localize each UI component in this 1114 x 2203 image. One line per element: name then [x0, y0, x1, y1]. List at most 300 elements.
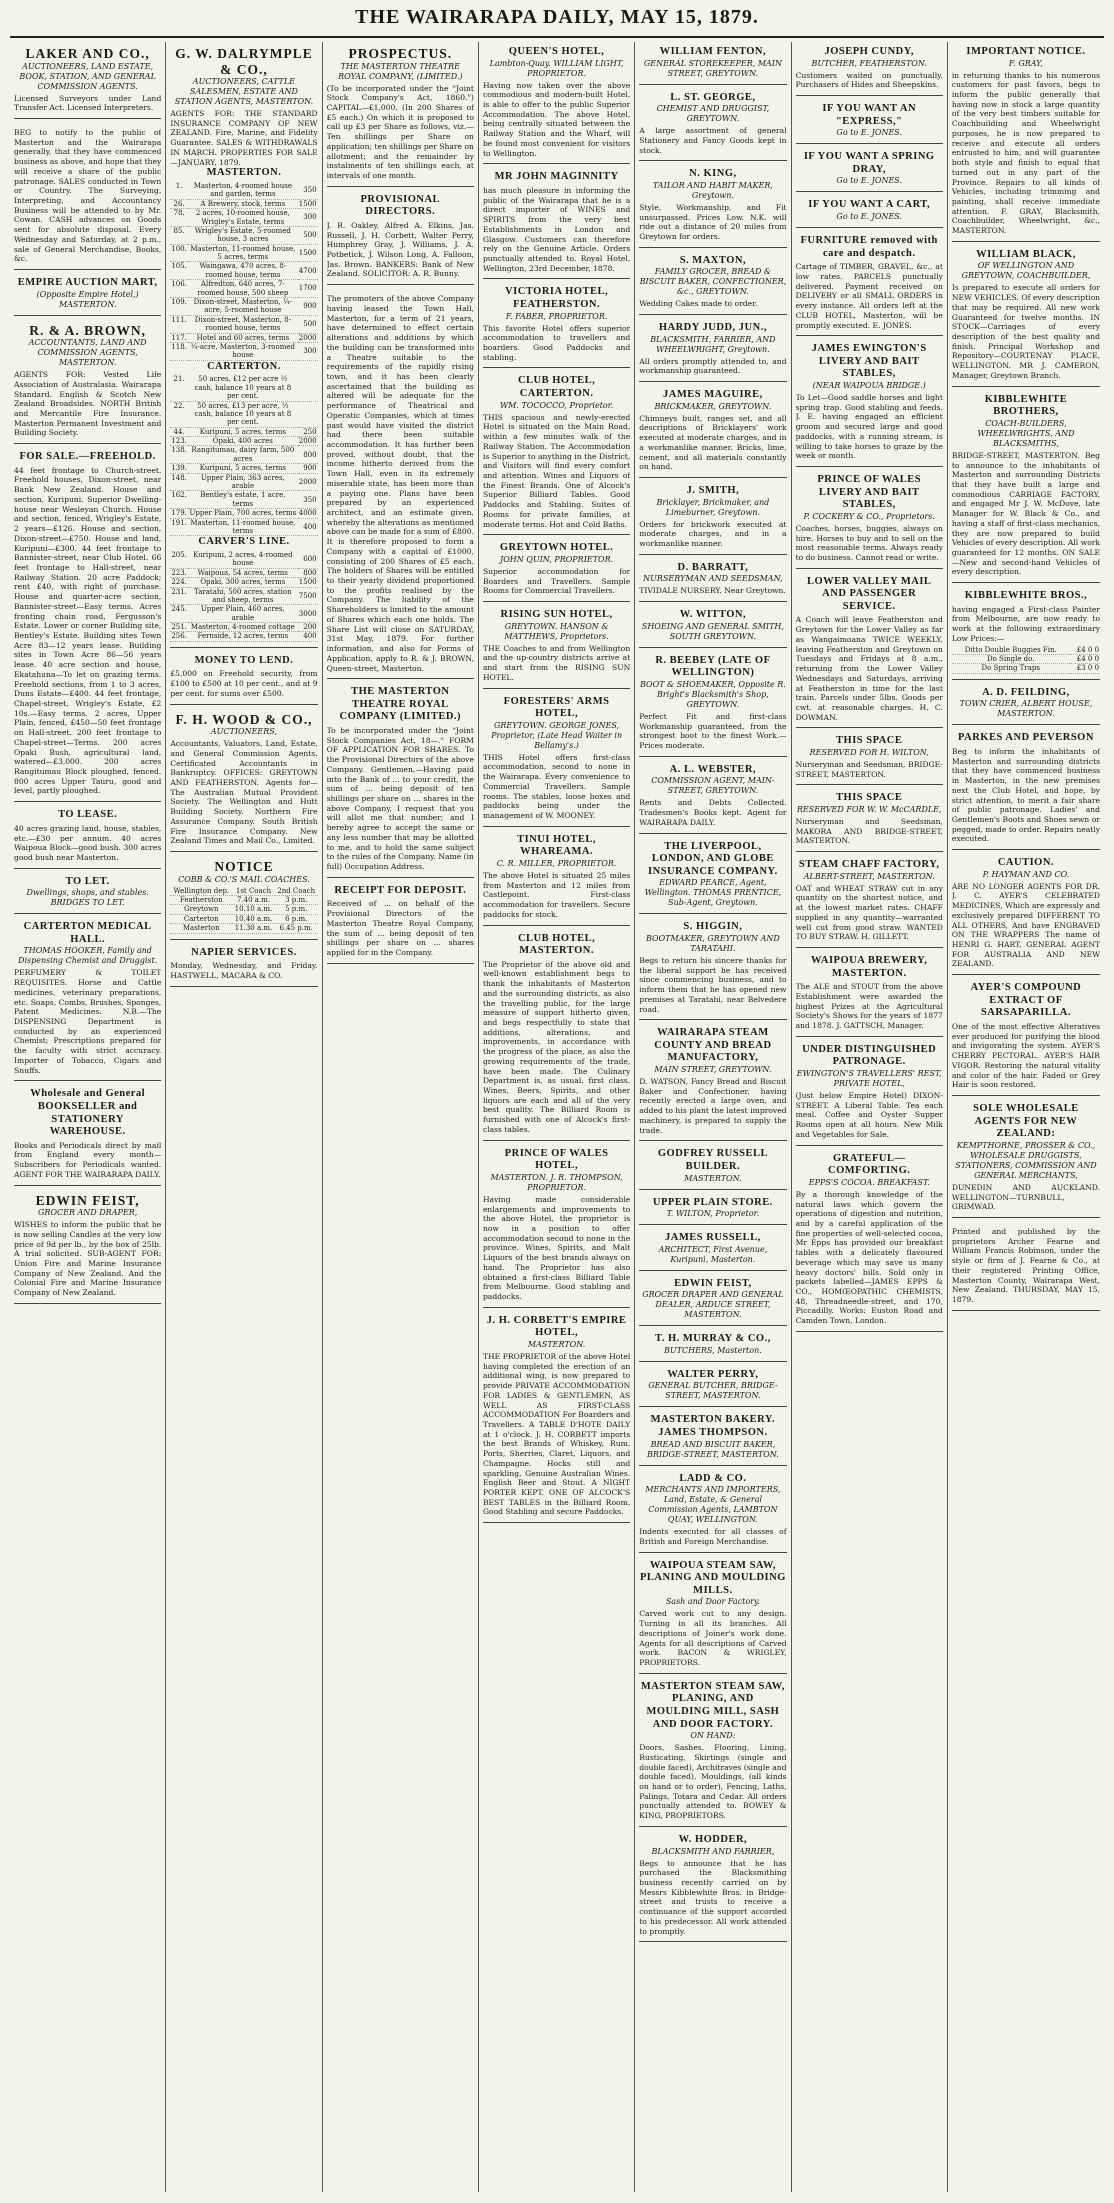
- ad-title: SOLE WHOLESALE AGENTS FOR NEW ZEALAND:: [973, 1103, 1079, 1140]
- ad-body: THIS spacious and newly-erected Hotel is situated on the Main Road, within a few minutes walk of the Railway Station. The Accommodation is Superior to anything in the District, and Visitors will find every comfort and attention. Wines and Liquors of the Finest Brands. One of Alcock's Superior Billiard Tables. Good Paddocks and Stabling. Suites of Rooms for private families, at moderate terms. Hot and Cold Baths.: [482, 412, 631, 529]
- table-cell: 22.: [170, 401, 188, 427]
- ad-body: has much pleasure in informing the public of the Wairarapa that he is a direct importer of WINES and SPIRITS from the very best Establishments in London and Glasgow. Customers can therefore rely on the Genuine Article. Orders punctually attended to. Royal Hotel, Wellington, 23rd December, 1878.: [482, 185, 631, 273]
- table-cell: 900: [298, 298, 318, 316]
- ad-body: OAT and WHEAT STRAW cut in any quantity on the shortest notice, and at the lowest market rates. CHAFF supplied in any quantity—warranted well cut from good straw. WANTED TO BUY STRAW. H. GILLETT.: [795, 883, 943, 942]
- advertisement: [483, 830, 630, 926]
- ad-subtitle: (NEAR WAIPOUA BRIDGE.): [812, 381, 926, 390]
- ad-title: PARKES AND PEVERSON: [958, 732, 1094, 744]
- ad-body: Wedding Cakes made to order.: [639, 299, 758, 309]
- ad-subtitle: ALBERT-STREET, MASTERTON.: [803, 871, 935, 881]
- column-6: [792, 42, 948, 2192]
- table-row: [170, 401, 317, 427]
- ad-subtitle: FAMILY GROCER, BREAD & BISCUIT BAKER, CONFECTIONER, &c., GREYTOWN.: [639, 267, 787, 297]
- ad-subtitle: GREYTOWN. HANSON & MATTHEWS, Proprietors.: [504, 621, 609, 641]
- ad-subtitle: COBB & CO.'S MAIL COACHES.: [178, 874, 310, 884]
- ad-title: S. HIGGIN,: [683, 921, 743, 933]
- table-cell: Kuripuni, 5 acres, terms: [188, 427, 298, 436]
- table-row: [170, 587, 317, 605]
- section-heading: CARVER'S LINE.: [198, 536, 290, 548]
- column-3: [323, 42, 479, 2192]
- table-cell: 3 p.m.: [275, 895, 318, 904]
- ad-body: ARE NO LONGER AGENTS FOR DR. J. C. AYER'S CELEBRATED MEDICINES, Which are expressly and exclusively prepared DIFFERENT TO ALL OTHERS, And have ENGRAVED ON THE WRAPPERS The name of HENRI G. HART, GENERAL AGENT FOR AUSTRALIA AND NEW ZEALAND.: [951, 881, 1101, 969]
- table-row: [170, 342, 317, 360]
- ad-subtitle: MERCHANTS AND IMPORTERS, Land, Estate, & General Commission Agents, LAMBTON QUAY, WELLINGTON.: [645, 1485, 781, 1525]
- advertisement: [639, 1274, 786, 1327]
- advertisement: [796, 99, 943, 144]
- table-cell: 111.: [170, 315, 188, 333]
- ad-body: Nurseryman and Seedsman, BRIDGE-STREET, MASTERTON.: [795, 759, 943, 779]
- table-cell: 6.45 p.m.: [275, 924, 318, 933]
- ad-cobb-coaches: [170, 855, 317, 939]
- table-cell: Waipoua, 54 acres, terms: [188, 568, 298, 577]
- table-cell: 148.: [170, 473, 188, 491]
- table-cell: Alfredton, 640 acres, 7-roomed house, 500 sheep: [188, 280, 298, 298]
- table-row: [170, 437, 317, 446]
- ad-subtitle: AUCTIONEERS,: [210, 727, 278, 737]
- ad-subtitle: P. COCKERY & CO., Proprietors.: [803, 511, 935, 521]
- property-table: [170, 551, 317, 642]
- ad-subtitle: T. WILTON, Proprietor.: [666, 1209, 760, 1219]
- ad-body: A large assortment of general Stationery and Fancy Goods kept in stock.: [639, 126, 787, 155]
- ad-directors: [327, 190, 474, 286]
- table-cell: 1500: [298, 244, 318, 262]
- table-cell: [298, 375, 318, 401]
- ad-subtitle: MASTERTON. J. R. THOMPSON, PROPRIETOR.: [490, 1172, 623, 1192]
- table-row: [170, 509, 317, 518]
- ad-title: FOR SALE.—FREEHOLD.: [19, 451, 156, 463]
- ad-title: JOSEPH CUNDY,: [824, 46, 914, 57]
- ad-subtitle: ON HAND:: [690, 1731, 736, 1741]
- table-cell: 200: [298, 623, 318, 632]
- advertisement: [639, 1556, 786, 1674]
- ad-title: CLUB HOTEL, CARTERTON.: [517, 375, 596, 400]
- ad-title: NOTICE: [214, 859, 274, 875]
- table-cell: 7500: [298, 587, 318, 605]
- ad-subtitle: BUTCHERS, Masterton.: [664, 1345, 762, 1355]
- ad-subtitle: THOMAS HOOKER, Family and Dispensing Chemist and Druggist.: [18, 946, 158, 966]
- advertisement: [483, 605, 630, 688]
- ad-title: HARDY JUDD, JUN.,: [658, 322, 767, 334]
- table-cell: 800: [298, 446, 318, 464]
- ad-subtitle: BREAD AND BISCUIT BAKER, BRIDGE-STREET, MASTERTON.: [647, 1439, 779, 1459]
- ad-body: The Proprietor of the above old and well-known establishment begs to thank the inhabitants of Masterton and the surrounding districts, as also the travelling public, for the large measure of support hitherto given, and begs respectfully to state that additions, alterations, and improvements, in accordance with the progress of the place, as also the growing requirements of the trade, have been made. The Culinary Department is, as usual, first class. Wines, Beers, Spirits, and other liquors are each and all of the very best quality. The Billiard Room is furnished with one of Alcock's first-class tables.: [482, 959, 631, 1134]
- table-cell: 2000: [298, 437, 317, 446]
- ad-subtitle: Dwellings, shops, and stables. BRIDGES TO LET.: [26, 888, 149, 908]
- advertisement: [483, 371, 630, 535]
- ad-body: Books and Periodicals direct by mail from England every month—Subscribers for Periodicals wanted. AGENT FOR THE WAIRARAPA DAILY.: [14, 1140, 162, 1179]
- advertisement: [483, 538, 630, 602]
- advertisement: [796, 951, 943, 1037]
- ad-body: PERFUMERY & TOILET REQUISITES. Horse and Cattle medicines, veterinary preparations, etc. Soaps, Combs, Brushes, Sponges, Patent Medicines. N.B.—The DISPENSING Department is conducted by an experienced Chemist; Prescriptions prepared for the faculty with strict accuracy. Importer of Tobacco, Cigars and Snuffs.: [14, 968, 162, 1075]
- table-row: [170, 623, 317, 632]
- table-cell: ¼-acre, Masterton, 3-roomed house: [188, 342, 298, 360]
- advertisement: [639, 88, 786, 162]
- ad-title: IMPORTANT NOTICE.: [966, 46, 1086, 57]
- ad-title: MASTERTON STEAM SAW, PLANING, AND MOULDING MILL, SASH AND DOOR FACTORY.: [640, 1680, 785, 1730]
- table-row: [170, 446, 317, 464]
- table-row: [170, 226, 317, 244]
- ad-title: JAMES EWINGTON'S LIVERY AND BAIT STABLES,: [811, 343, 927, 380]
- table-cell: 224.: [171, 578, 187, 587]
- ad-body: BRIDGE-STREET, MASTERTON. Beg to announce to the inhabitants of Masterton and surrounding Districts that they have built a large and commodious CARRIAGE FACTORY, and engaged Mr J. W. McDove, late Manager for W. Black & Co., and having a staff of first-class mechanics, they are now prepared to build Vehicles of every description. All work guaranteed for 12 months. ON SALE—New and second-hand Vehicles of every description.: [951, 450, 1101, 577]
- table-cell: Masterton, 11-roomed house, terms: [188, 518, 298, 536]
- advertisement: [639, 42, 786, 85]
- table-row: [952, 654, 1100, 663]
- ad-subtitle: RESERVED FOR W. W. McCARDLE,: [796, 805, 942, 814]
- table-row: [170, 887, 317, 896]
- ad-body: TIVIDALE NURSERY, Near Greytown.: [639, 586, 786, 596]
- ad-body: 44 feet frontage to Church-street. Freehold houses, Dixon-street, near Bank New Zealand. House and section, Kuripuni. Superior Dwelling-house near Wesleyan Church. House and section, fenced, Wrigley's Estate, 2 years—£126. House and section, Dixon-street—£750. House and land, Kuripuni—£300. 44 feet frontage to Bannister-street, near Club Hotel. 66 feet frontage to Hall-street, near Railway Station. 20 acre Paddock; rent £40, with right of purchase. House and quarter-acre section, Bannister-street—Easy terms. Acres fronting chain road, Fergusson's Estate. Lower or corner Building site, Bentley's Estate. Building sites Town Acre 83—12 years lease. Building sites in Town Acre 86—56 years lease. 40 acre section and house, Ekatahuna—To let on grazing terms. Freehold sections, from 1 to 3 acres, Duns Estate—£400. 44 feet frontage, Chapel-street, Wrigley's Estate, £2 10s.—Easy terms. 2 acres, Upper Plain, fenced, £450—50 feet frontage on Hall-street. 200 feet frontage to Chapel-street—Terms. 200 acres Opaki Bush, agricultural land, watered—£3,000. 200 acres Rangitumau Block ploughed, fenced. 800 acres Upper Tauru, good and level, partly ploughed.: [14, 465, 162, 796]
- advertisement: [483, 167, 630, 279]
- ad-title: LADD & CO.: [679, 1472, 747, 1484]
- table-cell: 250: [298, 427, 318, 436]
- table-row: [952, 646, 1100, 655]
- ad-subtitle: Go to E. JONES.: [836, 176, 903, 186]
- ad-title: UNDER DISTINGUISHED PATRONAGE.: [802, 1043, 937, 1068]
- ad-body: Cartage of TIMBER, GRAVEL, &c., at low rates. PARCELS punctually delivered. Payment received on DELIVERY or all SMALL ORDERS in every instance. All orders left at the CLUB HOTEL, Masterton, will be promptly executed. E. JONES.: [795, 262, 943, 330]
- table-row: [170, 427, 317, 436]
- ad-subtitle: BLACKSMITH, FARRIER, AND WHEELWRIGHT, Greytown.: [650, 334, 776, 354]
- advertisement: [483, 282, 630, 368]
- table-cell: Ditto Double Buggies Fin.: [952, 646, 1070, 655]
- ad-subtitle: GROCER DRAPER AND GENERAL DEALER, ARDUCE STREET, MASTERTON.: [642, 1290, 784, 1320]
- advertisement: [483, 1311, 630, 1523]
- ad-title: FURNITURE removed with care and despatch.: [800, 235, 938, 259]
- ad-title: PRINCE OF WALES LIVERY AND BAIT STABLES,: [817, 474, 922, 511]
- ad-body: Rents and Debts Collected. Tradesmen's Books kept. Agent for WAIRARAPA DAILY.: [639, 798, 787, 827]
- ad-subtitle: AUCTIONEERS, CATTLE SALESMEN, ESTATE AND STATION AGENTS, MASTERTON.: [174, 77, 314, 107]
- ad-title: UPPER PLAIN STORE.: [652, 1196, 773, 1208]
- table-cell: 3000: [298, 605, 318, 623]
- ad-title: WAIPOUA BREWERY, MASTERTON.: [811, 955, 928, 979]
- ad-body: One of the most effective Alteratives ever produced for purifying the blood and invigorating the system. AYER'S CHERRY PECTORAL. AYER'S HAIR VIGOR. Restoring the natural vitality and color of the hair. Faded or Grey Hair is soon restored.: [951, 1021, 1101, 1090]
- ad-subtitle: GENERAL STOREKEEPER, MAIN STREET, GREYTOWN.: [643, 58, 782, 78]
- ad-subtitle: Sash and Door Factory.: [665, 1597, 760, 1607]
- table-row: [170, 905, 317, 914]
- table-cell: 117.: [171, 333, 187, 342]
- table-cell: 256.: [171, 632, 187, 641]
- table-cell: Waingawa, 470 acres, 8-roomed house, terms: [188, 262, 298, 280]
- table-row: [170, 209, 317, 227]
- ad-prospectus: [327, 42, 474, 187]
- advertisement: [796, 1149, 943, 1332]
- advertisement: [639, 1193, 786, 1226]
- ad-body: Superior accommodation for Boarders and Travellers. Sample Rooms for Commercial Travellers.: [482, 566, 631, 596]
- ad-body: THE Coaches to and from Wellington and the up-country districts arrive at and start from the RISING SUN HOTEL.: [482, 643, 631, 682]
- ad-subtitle: COACH-BUILDERS, WHEELWRIGHTS, AND BLACKSMITHS,: [977, 418, 1075, 448]
- ad-body: All orders promptly attended to, and workmanship guaranteed.: [639, 356, 787, 376]
- ad-bookseller: [14, 1084, 161, 1185]
- masthead: [10, 6, 1104, 38]
- table-cell: 138.: [170, 446, 188, 464]
- advertisement: [952, 683, 1100, 726]
- table-cell: 2 acres, 10-roomed house, Wrigley's Estate, terms: [188, 209, 298, 227]
- advertisement: [952, 1099, 1100, 1218]
- ad-subtitle: KEMPTHORNE, PROSSER & CO., WHOLESALE DRUGGISTS, STATIONERS, COMMISSION AND GENERAL MERCHANTS,: [955, 1140, 1097, 1180]
- ad-title: IF YOU WANT AN "EXPRESS,": [822, 103, 917, 127]
- ad-body: The above Hotel is situated 25 miles from Masterton and 12 miles from Castlepoint. First-class accommodation for travellers. Secure paddocks for stock.: [482, 870, 631, 919]
- table-cell: 500: [298, 226, 318, 244]
- ad-title: CAUTION.: [997, 857, 1055, 869]
- ad-title: KIBBLEWHITE BROS.,: [964, 590, 1088, 602]
- advertisement: [796, 195, 943, 228]
- advertisement: [639, 164, 786, 247]
- advertisement: [639, 1410, 786, 1465]
- advertisement: [639, 760, 786, 834]
- table-cell: Masterton, 4-roomed cottage: [188, 623, 298, 632]
- table-cell: 400: [298, 518, 318, 536]
- table-row: [170, 244, 317, 262]
- advertisement: [639, 1469, 786, 1553]
- ad-subtitle: COMMISSION AGENT, MAIN-STREET, GREYTOWN.: [651, 776, 775, 796]
- advertisement: [952, 853, 1100, 975]
- advertisement: [796, 339, 943, 467]
- table-cell: Bentley's estate, 1 acre, terms: [188, 491, 298, 509]
- ad-title: THIS SPACE: [836, 735, 903, 747]
- table-cell: 44.: [170, 427, 188, 436]
- ad-title: QUEEN'S HOTEL,: [508, 46, 605, 57]
- ad-body: To Let—Good saddle horses and light spring trap. Good stabling and feeds. J. E. having engaged an efficient groom and secured large and good paddocks, with a running stream, is willing to take horses to graze by the week or month.: [795, 393, 943, 461]
- table-row: [170, 568, 317, 577]
- ad-title: R. & A. BROWN,: [29, 322, 147, 338]
- ad-subtitle: GREYTOWN. GEORGE JONES, Proprietor, (Late Head Waiter in Bellamy's.): [491, 720, 623, 750]
- ad-dalrymple: [170, 42, 317, 648]
- ad-subtitle: BOOTMAKER, GREYTOWN AND TARATAHI.: [646, 933, 780, 953]
- table-cell: 85.: [170, 226, 188, 244]
- ad-body: Begs to announce that he has purchased the Blacksmithing business recently carried on by Messrs Kibblewhite Bros. in Bridge-street and trusts to receive a continuance of the support accorded to his predecessor. All work attended to promptly.: [639, 1858, 787, 1936]
- ad-title: RISING SUN HOTEL,: [500, 609, 613, 621]
- table-cell: 251.: [171, 623, 187, 632]
- table-row: [170, 464, 317, 473]
- advertisement: [639, 1023, 786, 1141]
- table-cell: 179.: [171, 509, 187, 518]
- table-cell: 1st Coach: [232, 887, 275, 896]
- table-cell: 300: [298, 342, 318, 360]
- table-row: [170, 518, 317, 536]
- ad-body: By a thorough knowledge of the natural laws which govern the operations of digestion and nutrition, and by a careful application of the fine properties of well-selected cocoa, Mr Epps has provided our breakfast tables with a delicately flavoured beverage which may save us many heavy doctors' bills. Sold only in packets labelled—JAMES EPPS & CO., HOMŒOPATHIC CHEMISTS, 48, Threadneedle-street, and 170, Piccadilly. Works: Euston Road and Camden Town, London.: [795, 1189, 943, 1326]
- ad-subtitle: OF WELLINGTON AND GREYTOWN, COACHBUILDER,: [961, 261, 1091, 281]
- advertisement: [796, 231, 943, 336]
- table-row: [170, 632, 317, 641]
- table-cell: Kuripuni, 5 acres, terms: [188, 464, 298, 473]
- advertisement: [639, 837, 786, 915]
- ad-subtitle: EDWARD PEARCE, Agent, Wellington. THOMAS PRENTICE, Sub-Agent, Greytown.: [644, 878, 782, 908]
- ad-title: FORESTERS' ARMS HOTEL,: [503, 695, 610, 720]
- ad-body: Doors, Sashes, Flooring, Lining, Rusticating, Skirtings (single and double faced), Architraves (single and double faced), Mouldings, (all kinds on hand or to order), Fencing, Laths, Palings, Totara and Cedar. All orders punctually attended to. BOWEY & KING, PROPRIETORS.: [639, 1743, 787, 1821]
- table-cell: 800: [298, 568, 318, 577]
- ad-body: Chimneys built, ranges set, and all descriptions of Bricklayers' work executed at moderate charges, and in a workmanlike manner. Bricks, lime, cement, and all materials constantly on hand.: [639, 413, 787, 472]
- advertisement: [639, 1329, 786, 1362]
- ad-subtitle: MASTERTON.: [527, 1339, 586, 1349]
- ad-title: D. BARRATT,: [677, 561, 749, 573]
- advertisement: [639, 481, 786, 555]
- ad-title: T. H. MURRAY & CO.,: [654, 1333, 771, 1345]
- table-cell: Do Spring Traps: [952, 664, 1070, 673]
- ad-body: Accountants, Valuators, Land, Estate, and General Commission Agents. Certificated Accountants in Bankruptcy. OFFICES: GREYTOWN AND FEATHERSTON. Agents for—The Australian Mutual Provident Society. The Wellington and Hutt Building Society. Northern Fire Assurance Company. South British Fire Insurance Company. New Zealand Times and Mail Co., Limited.: [170, 739, 318, 846]
- table-cell: 600: [298, 551, 318, 568]
- table-cell: 118.: [170, 342, 188, 360]
- columns: [10, 42, 1104, 2192]
- ad-title: Wholesale and General BOOKSELLER and STATIONERY WAREHOUSE.: [30, 1088, 146, 1138]
- ad-body: Perfect Fit and first-class Workmanship guaranteed, from the strongest boot to the finest Work.—Prices moderate.: [639, 711, 787, 751]
- advertisement: [952, 1221, 1100, 1311]
- ad-title: THE MASTERTON THEATRE ROYAL COMPANY (LIMITED.): [339, 686, 462, 723]
- ad-for-sale: [14, 447, 161, 802]
- table-cell: Carterton: [170, 914, 232, 923]
- ad-subtitle: GROCER AND DRAPER,: [38, 1208, 138, 1218]
- ad-title: RECEIPT FOR DEPOSIT.: [334, 884, 467, 896]
- ad-body: (Just below Empire Hotel) DIXON-STREET. A Liberal Table. Tea each meal. Coffee and Oyster Supper Rooms open at all hours. New Milk and Vegetables for Sale.: [795, 1091, 943, 1139]
- advertisement: [952, 390, 1100, 584]
- ad-subtitle: ARCHITECT, First Avenue, Kuripuni, Masterton.: [658, 1244, 768, 1264]
- ad-subtitle: AUCTIONEERS, LAND ESTATE, BOOK, STATION, AND GENERAL COMMISSION AGENTS.: [19, 61, 156, 91]
- ad-body: J. R. Oakley, Alfred A. Elkins, Jas. Russell, J. H. Corbett, Walter Perry, Humphrey Gray, J. Williams, J. A. Potbetick, J. Wilson Long, A. Falloon, Jas. Brown. BANKERS: Bank of New Zealand. SOLICITOR: A. R. Bunny.: [326, 220, 474, 279]
- ad-subtitle: (Opposite Empire Hotel,) MASTERTON.: [36, 289, 139, 309]
- ad-subtitle: MASTERTON.: [684, 1173, 742, 1183]
- ad-subtitle: NURSERYMAN AND SEEDSMAN,: [643, 574, 783, 584]
- table-cell: 21.: [170, 375, 188, 401]
- ad-title: L. ST. GEORGE,: [670, 91, 756, 103]
- ad-title: JAMES RUSSELL,: [665, 1232, 761, 1244]
- ad-title: A. L. WEBSTER,: [669, 763, 757, 775]
- ad-title: R. BEEBEY (LATE OF WELLINGTON): [655, 654, 771, 679]
- ad-title: PRINCE OF WALES HOTEL,: [504, 1147, 609, 1172]
- ad-title: GREYTOWN HOTEL.: [499, 542, 614, 554]
- ad-title: N. KING,: [689, 168, 737, 180]
- table-cell: Masterton: [170, 924, 232, 933]
- coach-timetable: [170, 887, 317, 934]
- table-cell: [298, 401, 318, 427]
- advertisement: [483, 42, 630, 164]
- advertisement: [639, 251, 786, 315]
- ad-prospectus-body: [327, 288, 474, 679]
- table-cell: 11.30 a.m.: [232, 924, 275, 933]
- ad-title: VICTORIA HOTEL, FEATHERSTON.: [505, 286, 609, 310]
- advertisement: [483, 692, 630, 827]
- ad-receipt: [327, 881, 474, 964]
- property-table: [170, 182, 317, 361]
- ad-body: A Coach will leave Featherston and Greytown for the Lower Valley as far as Wangaimoana TWICE WEEKLY, leaving Featherston and Greytown on Tuesdays and Fridays at 8 a.m., returning from the Lower Valley Wednesdays and Saturdays, arriving at Featherston in time for the last train. Parcels under 5lbs. Goods per cwt. at reasonable charges. H. C. DOWMAN.: [795, 615, 943, 722]
- advertisement: [483, 929, 630, 1141]
- ad-body: Indents executed for all classes of British and Foreign Merchandise.: [639, 1527, 787, 1546]
- ad-body: Coaches, horses, buggies, always on hire. Horses to buy and to sell on the most reasonable terms. Always ready to do business. Cannot read or write.: [795, 523, 943, 562]
- ad-subtitle: BLACKSMITH AND FARRIER,: [651, 1846, 775, 1856]
- table-cell: £4 0 0: [1070, 646, 1100, 655]
- advertisement: [796, 470, 943, 569]
- table-cell: Greytown: [170, 905, 232, 914]
- ad-body: DUNEDIN AND AUCKLAND. WELLINGTON—TURNBULL, GRIMWAD.: [951, 1182, 1101, 1212]
- table-row: [170, 280, 317, 298]
- table-cell: 105.: [170, 262, 188, 280]
- ad-subtitle: RESERVED FOR H. WILTON,: [809, 747, 929, 757]
- section-heading: CARTERTON.: [207, 360, 281, 372]
- table-cell: 50 acres, £13 per acre, ⅓ cash, balance 10 years at 8 per cent.: [188, 401, 298, 427]
- ad-title: TO LEASE.: [58, 809, 118, 821]
- ad-subtitle: TOWN CRIER, ALBERT HOUSE, MASTERTON.: [959, 699, 1093, 719]
- ad-title: AYER'S COMPOUND EXTRACT OF SARSAPARILLA.: [970, 982, 1082, 1019]
- ad-title: JAMES MAGUIRE,: [663, 389, 763, 401]
- column-1: [10, 42, 166, 2192]
- table-row: [170, 199, 317, 208]
- ad-subtitle: Lambton-Quay. WILLIAM LIGHT, PROPRIETOR.: [489, 58, 624, 78]
- ad-title: WILLIAM BLACK,: [976, 248, 1076, 260]
- ad-body: £5,000 on Freehold security, from £100 to £500 at 10 per cent., and at 9 per cent. for sums over £500.: [170, 669, 318, 698]
- ad-subtitle: BOOT & SHOEMAKER, Opposite R. Bright's Blacksmith's Shop, GREYTOWN.: [640, 679, 786, 709]
- advertisement: [639, 1830, 786, 1942]
- ad-title: IF YOU WANT A SPRING DRAY,: [803, 151, 935, 175]
- ad-subtitle: GENERAL BUTCHER, BRIDGE-STREET, MASTERTON.: [648, 1381, 778, 1401]
- ad-title: J. SMITH,: [686, 485, 740, 497]
- ad-body: Orders for brickwork executed at moderate charges, and in a workmanlike manner.: [639, 519, 787, 549]
- ad-title: A. D. FEILDING,: [982, 686, 1070, 698]
- ad-body: Having made considerable enlargements and improvements to the above Hotel, the proprietor is now in a position to offer accommodation second to none in the province. Wines, Spirits, and Malt Liquors of the best brands always on hand. The Proprietor has also obtained a first-class Billiard Table from Melbourne. Good stabling and paddocks.: [482, 1194, 631, 1301]
- table-cell: Upper Plain, 460 acres, arable: [188, 605, 298, 623]
- ad-body: BEG to notify to the public of Masterton and the Wairarapa generally, that they have commenced business as above, and hope that they will receive a share of the public patronage. SALES conducted in Town or Country. The Surveying, Interpreting, and Accountancy Business will be attended to by Mr. Cowan. CASH advances on Goods sent for absolute disposal. Every Wednesday and Saturday, at 2 p.m., sale of General Merchandise, Books, &c.: [14, 127, 162, 264]
- ad-medical-hall: [14, 917, 161, 1081]
- table-cell: 300: [298, 209, 318, 227]
- ad-subtitle: F. FABER, PROPRIETOR.: [505, 311, 608, 321]
- advertisement: [639, 1228, 786, 1271]
- ad-money-to-lend: [170, 651, 317, 705]
- table-cell: 10.40 a.m.: [232, 914, 275, 923]
- ad-wood: [170, 708, 317, 852]
- ad-title: STEAM CHAFF FACTORY,: [798, 859, 940, 871]
- advertisement: [639, 318, 786, 382]
- ad-body: Having now taken over the above commodious and modern-built Hotel, is able to offer to the public Superior Accommodation. The above Hotel, being centrally situated between the Railway Station and the Wharf, will be found most convenient for visitors to Wellington.: [482, 80, 631, 158]
- table-cell: 350: [298, 182, 318, 199]
- ad-subtitle: F. GRAY,: [1008, 58, 1043, 68]
- table-cell: Do Single do.: [952, 654, 1070, 663]
- ad-title: CARTERTON MEDICAL HALL.: [23, 921, 152, 945]
- table-cell: 2000: [298, 473, 318, 491]
- ad-title: THE LIVERPOOL, LONDON, AND GLOBE INSURANCE COMPANY.: [648, 840, 778, 877]
- table-cell: 109.: [170, 298, 188, 316]
- table-cell: 139.: [171, 464, 187, 473]
- ad-laker: [14, 42, 161, 119]
- ad-laker-notice: [14, 122, 161, 270]
- ad-subtitle: CHEMIST AND DRUGGIST, GREYTOWN.: [656, 104, 770, 124]
- ad-subtitle: SHOEING AND GENERAL SMITH, SOUTH GREYTOWN.: [641, 621, 784, 641]
- ad-body: Is prepared to execute all orders for NEW VEHICLES. Of every description that may be required. All new work Guaranteed for twelve months. IN STOCK—Carriages of every description of the best quality and finish. Principal Workshop and Repository—COURTENAY PLACE, WELLINGTON. MR J. CAMERON, Manager, Greytown Branch.: [951, 283, 1101, 380]
- ad-body: AGENTS FOR: THE STANDARD INSURANCE COMPANY OF NEW ZEALAND. Fire, Marine, and Fidelity Guarantee. SALES & WITHDRAWALS IN MARCH. PROPERTIES FOR SALE—JANUARY, 1879.: [170, 109, 318, 167]
- ad-title: EDWIN FEIST,: [35, 1192, 140, 1208]
- ad-subtitle: P. HAYMAN AND CO.: [982, 869, 1070, 879]
- table-cell: 5 p.m.: [275, 905, 318, 914]
- ad-body: Received of ... on behalf of the Provisional Directors of the Masterton Theatre Royal Company, the sum of ... being deposit of ten shillings per share on ... shares applied for in the Company.: [326, 899, 474, 957]
- table-cell: Fernside, 12 acres, terms: [188, 632, 298, 641]
- ad-title: EMPIRE AUCTION MART,: [17, 277, 158, 289]
- ad-to-lease: [14, 805, 161, 868]
- table-cell: 350: [298, 491, 318, 509]
- ad-title: IF YOU WANT A CART,: [808, 199, 931, 211]
- table-row: [952, 664, 1100, 673]
- table-cell: 205.: [170, 551, 188, 568]
- ad-body: WISHES to inform the public that he is now selling Candles at the very low price of 9d per lb., by the box of 25lb. A trial solicited. SUB-AGENT FOR: Union Fire and Marine Insurance Company of New Zealand. And the Colonial Fire and Marine Insurance Company of New Zealand.: [14, 1220, 162, 1298]
- ad-title: LOWER VALLEY MAIL AND PASSENGER SERVICE.: [807, 575, 932, 612]
- ad-title: MONEY TO LEND.: [194, 654, 294, 666]
- ad-application-form: [327, 682, 474, 878]
- table-cell: £3 0 0: [1070, 664, 1100, 673]
- table-cell: Featherston: [170, 895, 232, 904]
- advertisement: [952, 245, 1100, 387]
- advertisement: [952, 978, 1100, 1096]
- table-cell: 106.: [170, 280, 188, 298]
- ad-title: GRATEFUL—COMFORTING.: [828, 1152, 911, 1177]
- table-cell: Wrigley's Estate, 5-roomed house, 3 acres: [188, 226, 298, 244]
- ad-edwin-feist: [14, 1189, 161, 1304]
- table-cell: 162.: [170, 491, 188, 509]
- table-row: [170, 315, 317, 333]
